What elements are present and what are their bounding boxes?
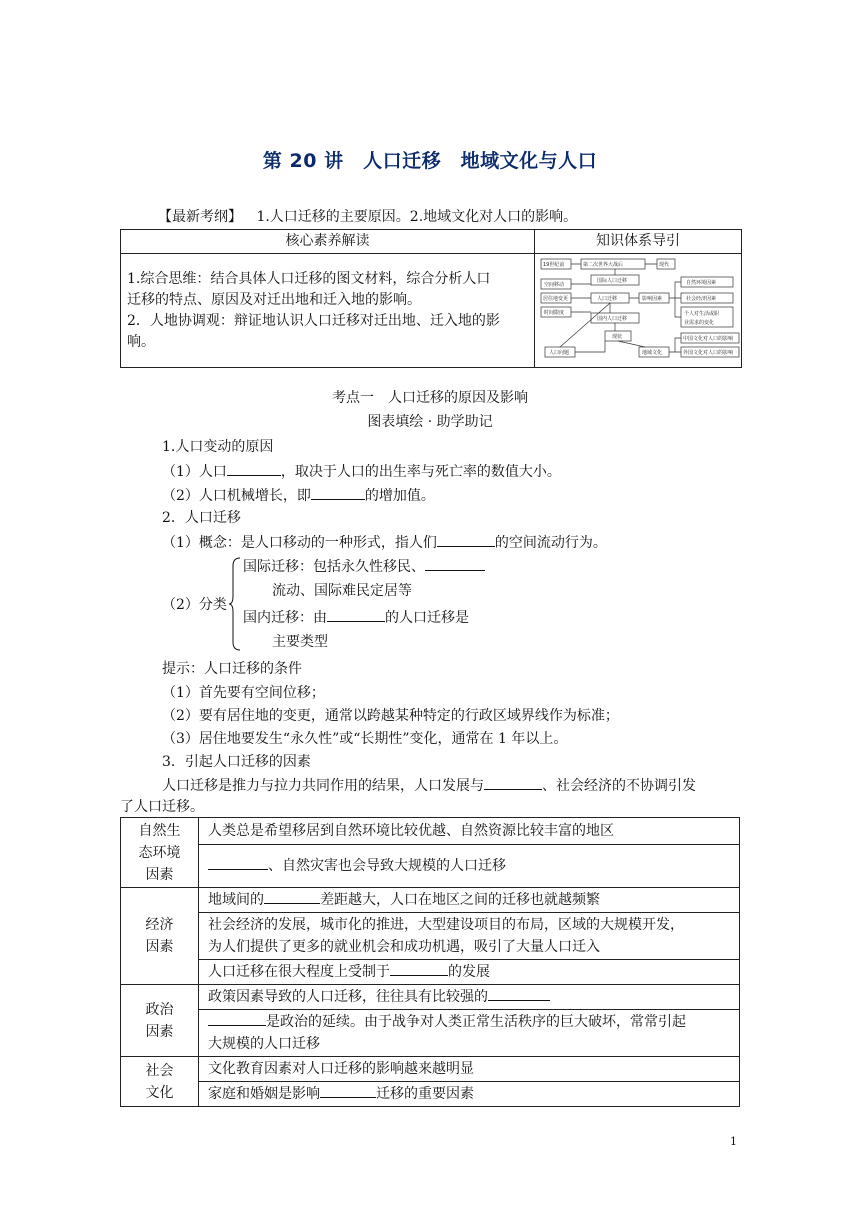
factor-cell: 政策因素导致的人口迁移，往往具有比较强的 [199,985,740,1010]
fill-blank[interactable] [488,986,550,1001]
diagram-label: 现代 [659,261,670,268]
factor-cell: 是政治的延续。由于战争对人类正常生活秩序的巨大破坏，常常引起 大规模的人口迁移 [199,1010,740,1057]
fill-blank[interactable] [484,775,542,790]
header-core-literacy: 核心素养解读 [121,230,535,254]
diagram-label: 中国文化对人口的影响 [683,335,734,342]
body-line: （2）分类 [162,597,227,613]
fill-blank[interactable] [425,556,485,571]
diagram-label: 居住地变更 [543,295,569,302]
fill-blank[interactable] [390,961,448,976]
diagram-label: 外国文化对人口的影响 [683,349,734,356]
category-political: 政治 因素 [121,985,199,1057]
section-heading: 考点一 人口迁移的原因及影响 [332,390,528,406]
diagram-label: 人口迁移 [597,295,618,302]
diagram-label: 社会经济因素 [686,295,717,302]
page-title: 第 20 讲 人口迁移 地域文化与人口 [262,150,598,172]
diagram-label: 时间限度 [544,309,565,316]
body-line: 主要类型 [272,634,328,650]
outline-text: 1.人口迁移的主要原因。2.地域文化对人口的影响。 [256,209,578,225]
diagram-label: 19世纪前 [543,261,565,268]
body-line: 流动、国际难民定居等 [272,583,412,599]
diagram-label: 国际人口迁移 [597,277,628,284]
factor-cell: 文化教育因素对人口迁移的影响越来越明显 [199,1057,740,1082]
diagram-label: 人口问题 [549,349,570,356]
hint-line: 提示：人口迁移的条件 [162,661,302,677]
body-line: 国际迁移：包括永久性移民、 [243,556,485,577]
fill-blank[interactable] [208,1011,266,1026]
header-knowledge-map: 知识体系导引 [535,230,742,254]
hint-line: （3）居住地要发生“永久性”或“长期性”变化，通常在 1 年以上。 [162,731,568,747]
body-line: 1.人口变动的原因 [162,439,274,455]
knowledge-map-cell [535,254,742,368]
category-economic: 经济 因素 [121,888,199,985]
fill-blank[interactable] [208,855,268,870]
factor-cell: 地域间的 差距越大，人口在地区之间的迁移也就越频繁 [199,888,740,913]
diagram-label: 自然环境因素 [686,279,717,286]
factor-cell: 社会经济的发展，城市化的推进，大型建设项目的布局，区域的大规模开发， 为人们提供了更多的就业机会和成功机遇，吸引了大量人口迁入 [199,913,740,960]
hint-line: （1）首先要有空间位移； [162,685,325,701]
diagram-label: 影响因素 [642,295,663,302]
body-line: （1）人口 ，取决于人口的出生率与死亡率的数值大小。 [162,461,561,482]
section-subheading: 图表填绘 · 助学助记 [367,414,493,430]
factor-cell: 、自然灾害也会导致大规模的人口迁移 [199,845,740,888]
category-social-cultural: 社会 文化 [121,1057,199,1107]
core-literacy-cell [121,254,535,368]
exam-outline [158,207,577,227]
fill-blank[interactable] [320,1083,376,1098]
page-number: 1 [730,1135,737,1148]
literacy-line: 1.综合思维：结合具体人口迁移的图文材料，综合分析人口 [127,270,491,287]
factor-cell: 家庭和婚姻是影响 迁移的重要因素 [199,1082,740,1107]
knowledge-diagram [535,255,741,367]
literacy-line: 迁移的特点、原因及对迁出地和迁入地的影响。 [127,291,421,308]
fill-blank[interactable] [227,461,281,476]
body-line: 2．人口迁移 [162,510,241,526]
brace-icon [228,556,242,652]
fill-blank[interactable] [327,607,385,622]
diagram-label: 个人对生活或职 [684,310,720,317]
literacy-line: 响。 [127,333,155,350]
body-line: 了人口迁移。 [120,799,204,815]
diagram-label: 地域文化 [642,349,663,356]
literacy-line: 2．人地协调观：辩证地认识人口迁移对迁出地、迁入地的影 [127,312,500,329]
factor-cell: 人口迁移在很大程度上受制于 的发展 [199,960,740,985]
body-line: （1）概念：是人口移动的一种形式，指人们 的空间流动行为。 [162,532,607,553]
factor-cell: 人类总是希望移居到自然环境比较优越、自然资源比较丰富的地区 [199,818,740,845]
body-line: （2）人口机械增长，即 的增加值。 [162,485,435,506]
body-line: 人口迁移是推力与拉力共同作用的结果，人口发展与 、社会经济的不协调引发 [162,775,696,796]
diagram-label: 空间移动 [544,281,565,288]
outline-label: 【最新考纲】 [158,209,242,225]
body-line: 3．引起人口迁移的因素 [162,754,311,770]
summary-table [120,229,742,368]
category-natural: 自然生 态环境 因素 [121,818,199,888]
hint-line: （2）要有居住地的变更，通常以跨越某种特定的行政区域界线作为标准； [162,708,619,724]
fill-blank[interactable] [311,485,365,500]
diagram-label: 第二次世界大战后 [583,261,624,268]
diagram-label: 国内人口迁移 [597,315,628,322]
diagram-label: 现状 [612,333,623,340]
fill-blank[interactable] [437,532,495,547]
diagram-label: 业需求的变化 [684,319,715,326]
body-line: 国内迁移：由 的人口迁移是 [243,607,469,628]
fill-blank[interactable] [264,889,320,904]
factor-table [120,817,740,1107]
